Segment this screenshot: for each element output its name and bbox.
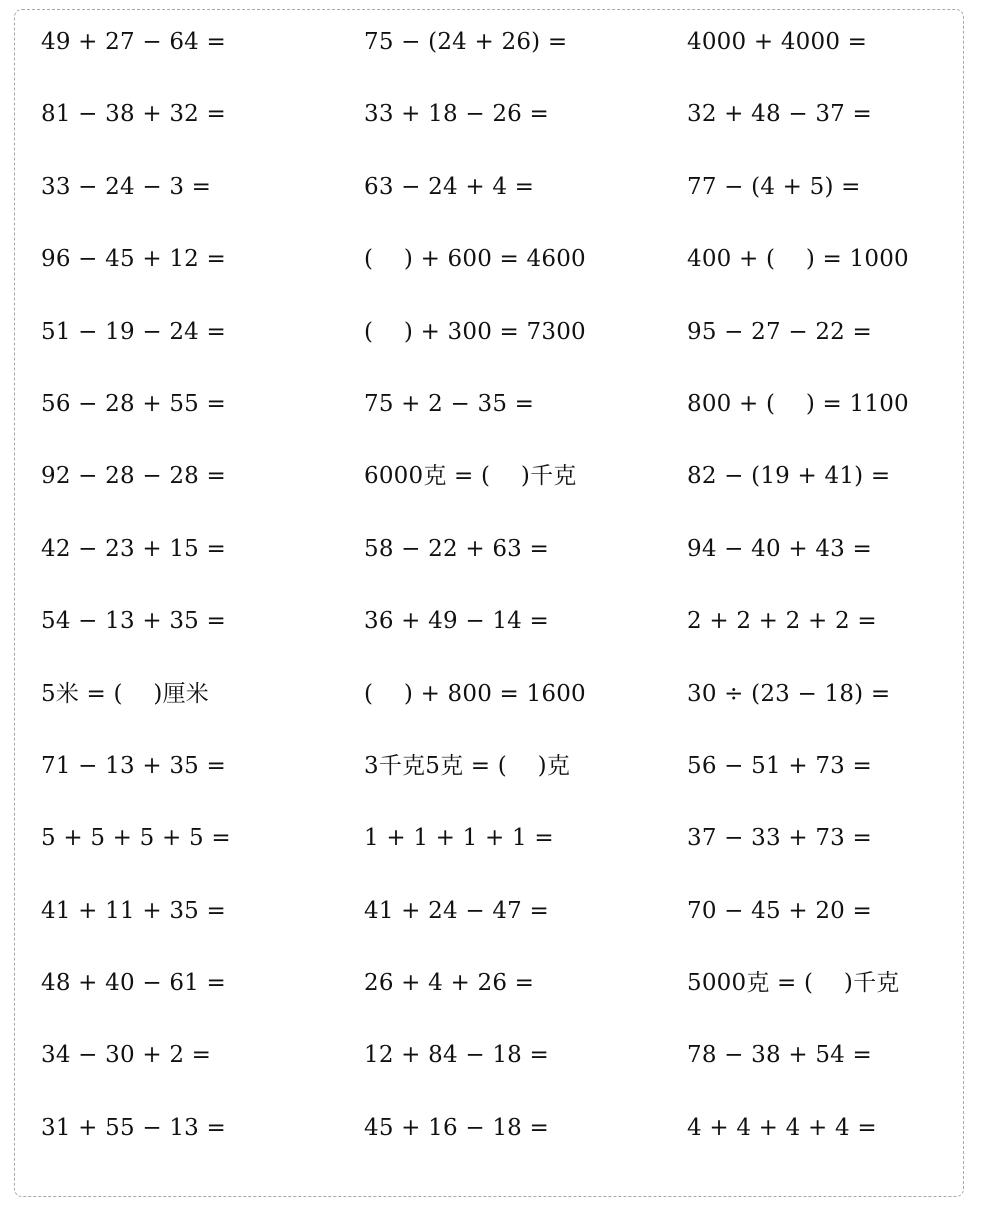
worksheet-frame xyxy=(14,9,964,1197)
problem: 33 + 18 − 26 = xyxy=(364,101,549,128)
problem: ( ) + 300 = 7300 xyxy=(364,318,586,345)
problem: 400 + ( ) = 1000 xyxy=(687,246,909,273)
problem: ( ) + 800 = 1600 xyxy=(364,680,586,707)
problem: 26 + 4 + 26 = xyxy=(364,970,535,997)
problem: 41 + 11 + 35 = xyxy=(41,897,226,924)
problem: 56 − 28 + 55 = xyxy=(41,390,226,417)
problem: 45 + 16 − 18 = xyxy=(364,1114,549,1141)
problem: 42 − 23 + 15 = xyxy=(41,535,226,562)
problem: 71 − 13 + 35 = xyxy=(41,752,226,779)
problem: 41 + 24 − 47 = xyxy=(364,897,549,924)
problem: 2 + 2 + 2 + 2 = xyxy=(687,608,877,635)
problem: 92 − 28 − 28 = xyxy=(41,463,226,490)
problem: 81 − 38 + 32 = xyxy=(41,101,226,128)
problem: 33 − 24 − 3 = xyxy=(41,173,212,200)
problem-grid xyxy=(41,10,951,1168)
problem: 5000克 = ( )千克 xyxy=(687,970,900,997)
problem: 12 + 84 − 18 = xyxy=(364,1042,549,1069)
problem: 800 + ( ) = 1100 xyxy=(687,390,909,417)
problem: 75 − (24 + 26) = xyxy=(364,29,568,55)
problem: 82 − (19 + 41) = xyxy=(687,463,891,490)
problem: 70 − 45 + 20 = xyxy=(687,897,872,924)
problem: 94 − 40 + 43 = xyxy=(687,535,872,562)
problem: 56 − 51 + 73 = xyxy=(687,752,872,779)
problem: 30 ÷ (23 − 18) = xyxy=(687,680,891,707)
problem: 3千克5克 = ( )克 xyxy=(364,752,571,779)
problem: 5米 = ( )厘米 xyxy=(41,680,209,707)
problem: 48 + 40 − 61 = xyxy=(41,970,226,997)
problem: 31 + 55 − 13 = xyxy=(41,1114,226,1141)
problem: 4000 + 4000 = xyxy=(687,29,868,55)
problem: 4 + 4 + 4 + 4 = xyxy=(687,1114,877,1141)
problem: 51 − 19 − 24 = xyxy=(41,318,226,345)
problem: 96 − 45 + 12 = xyxy=(41,246,226,273)
problem: 36 + 49 − 14 = xyxy=(364,608,549,635)
problem: 95 − 27 − 22 = xyxy=(687,318,872,345)
problem: 75 + 2 − 35 = xyxy=(364,390,535,417)
problem: 32 + 48 − 37 = xyxy=(687,101,872,128)
problem: 77 − (4 + 5) = xyxy=(687,173,861,200)
problem: 58 − 22 + 63 = xyxy=(364,535,549,562)
problem: 54 − 13 + 35 = xyxy=(41,608,226,635)
problem: 5 + 5 + 5 + 5 = xyxy=(41,825,231,852)
problem: 37 − 33 + 73 = xyxy=(687,825,872,852)
problem: 6000克 = ( )千克 xyxy=(364,463,577,490)
problem: 34 − 30 + 2 = xyxy=(41,1042,212,1069)
problem: 63 − 24 + 4 = xyxy=(364,173,535,200)
problem: 49 + 27 − 64 = xyxy=(41,29,226,55)
problem: 1 + 1 + 1 + 1 = xyxy=(364,825,554,852)
problem: ( ) + 600 = 4600 xyxy=(364,246,586,273)
problem: 78 − 38 + 54 = xyxy=(687,1042,872,1069)
